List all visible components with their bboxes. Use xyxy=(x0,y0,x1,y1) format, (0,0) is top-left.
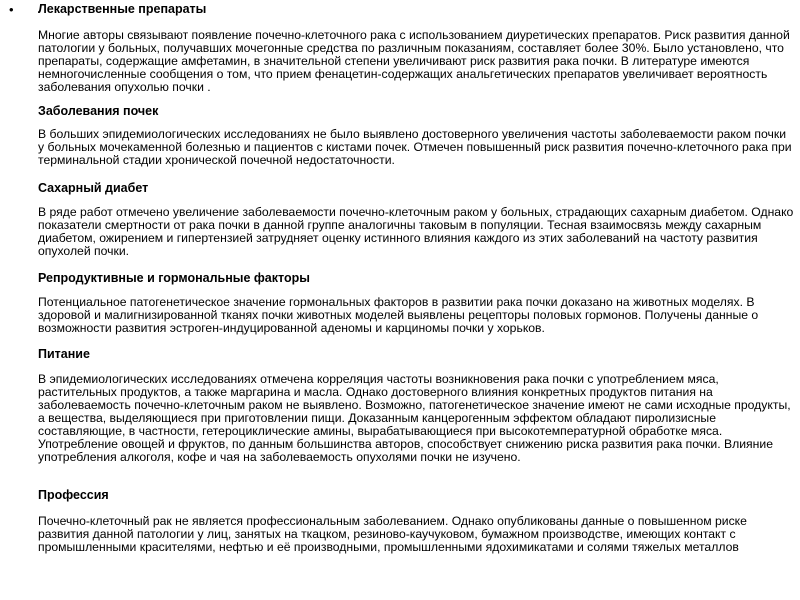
section-occupation xyxy=(38,488,794,554)
section-paragraph: В больших эпидемиологических исследованиях не было выявлено достоверного увеличения частоты заболеваемости раком почки у больных мочекаменной болезнью и пациентов с кистами почек. Отмечен повышенный риск развития почечно-клеточного рака при терминальной стадии хронической почечной недостаточности. xyxy=(38,127,792,167)
section-heading: Заболевания почек xyxy=(38,104,159,118)
section-kidney-diseases xyxy=(38,104,794,167)
section-paragraph: Потенциальное патогенетическое значение гормональных факторов в развитии рака почки доказано на животных моделях. В здоровой и малигнизированной тканях почки животных моделей выявлены рецепторы половых гормонов. Получены данные о возможности развития эстроген-индуцированной аденомы и карциномы почки у хорьков. xyxy=(38,295,759,335)
section-heading: Сахарный диабет xyxy=(38,181,149,195)
section-paragraph: Почечно-клеточный рак не является профессиональным заболеванием. Однако опубликованы данные о повышенном риске развития данной патологии у лиц, занятых на ткацком, резиново-каучуковом, бумажном производстве, имеющих контакт с промышленными красителями, нефтью и её производными, промышленными ядохимикатами и солями тяжелых металлов xyxy=(38,514,747,554)
section-paragraph: В эпидемиологических исследованиях отмечена корреляция частоты возникновения рака почки с употреблением мяса, растительных продуктов, а также маргарина и масла. Однако достоверного влияния конкретных продуктов питания на заболеваемость почечно-клеточным раком не выявлено. Возможно, патогенетическое значение имеют не сами исходные продукты, а вещества, выделяющиеся при приготовлении пищи. Доказанным канцерогенным эффектом обладают пиролизисные составляющие, в частности, гетероциклические амины, вырабатывающиеся при высокотемпературной обработке мяса. Употребление овощей и фруктов, по данным большинства авторов, способствует снижению риска развития рака почки. Влияние употребления алкоголя, кофе и чая на заболеваемость опухолями почки не изучено. xyxy=(38,372,791,464)
section-paragraph: Многие авторы связывают появление почечно-клеточного рака с использованием диуретических препаратов. Риск развития данной патологии у больных, получавших мочегонные средства по различным показаниям, составляет более 30%. Было установлено, что препараты, содержащие амфетамин, в значительной степени увеличивают риск развития рака почки. В литературе имеются немногочисленные сообщения о том, что прием фенацетин-содержащих анальгетических препаратов увеличивает вероятность заболевания опухолью почки . xyxy=(38,28,790,94)
section-medications xyxy=(38,2,794,94)
bullet-marker: • xyxy=(9,2,14,17)
section-paragraph: В ряде работ отмечено увеличение заболеваемости почечно-клеточным раком у больных, страдающих сахарным диабетом. Однако показатели смертности от рака почки в данной группе аналогичны таковым в популяции. Тесная взаимосвязь между сахарным диабетом, ожирением и гипертензией затрудняет оценку истинного влияния каждого из этих заболеваний на частоту развития опухолей почки. xyxy=(38,205,794,258)
section-heading: Питание xyxy=(38,347,90,361)
section-heading: Репродуктивные и гормональные факторы xyxy=(38,271,310,285)
section-nutrition xyxy=(38,347,794,464)
section-hormonal-factors xyxy=(38,271,794,335)
section-heading: Лекарственные препараты xyxy=(38,2,207,16)
section-diabetes xyxy=(38,181,794,258)
section-heading: Профессия xyxy=(38,488,109,502)
